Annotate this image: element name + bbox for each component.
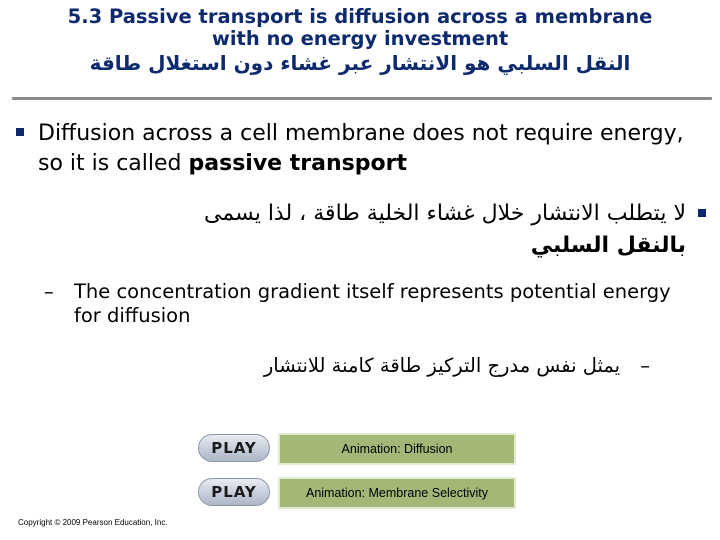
sub-bullet-arabic-text: يمثل نفس مدرج التركيز طاقة كامنة للانتشار (263, 354, 621, 377)
title-divider (12, 97, 712, 100)
bullet-english-plain: Diffusion across a cell membrane does not require energy, so it is called (38, 121, 684, 176)
play-diffusion-button[interactable]: PLAY (198, 434, 270, 462)
slide-title (0, 6, 720, 76)
bullet-english (16, 119, 706, 179)
animation-membrane-selectivity-link[interactable]: Animation: Membrane Selectivity (278, 477, 516, 509)
bullet-english-text (16, 119, 706, 179)
bullet-arabic-line-2: بالنقل السلبي (530, 233, 686, 258)
bullet-square-icon (698, 209, 706, 217)
bullet-arabic-line-1: لا يتطلب الانتشار خلال غشاء الخلية طاقة ، لذا يسمى (204, 201, 686, 226)
dash-marker: – (640, 354, 650, 377)
title-line-arabic: النقل السلبي هو الانتشار عبر غشاء دون استغلال طاقة (89, 51, 631, 75)
copyright-notice: Copyright © 2009 Pearson Education, Inc. (18, 518, 168, 527)
dash-marker: – (44, 280, 54, 303)
play-membrane-selectivity-button[interactable]: PLAY (198, 478, 270, 506)
sub-bullet-arabic (90, 352, 650, 380)
title-line-2: with no energy investment (211, 27, 509, 50)
bullet-arabic (26, 198, 686, 262)
animation-diffusion-link[interactable]: Animation: Diffusion (278, 433, 516, 465)
title-line-1: 5.3 Passive transport is diffusion across a membrane (67, 5, 653, 28)
bullet-english-bold: passive transport (188, 151, 407, 176)
sub-bullet-english-text: The concentration gradient itself represents potential energy for diffusion (74, 280, 671, 327)
bullet-square-icon (16, 128, 24, 136)
sub-bullet-english (44, 280, 674, 328)
